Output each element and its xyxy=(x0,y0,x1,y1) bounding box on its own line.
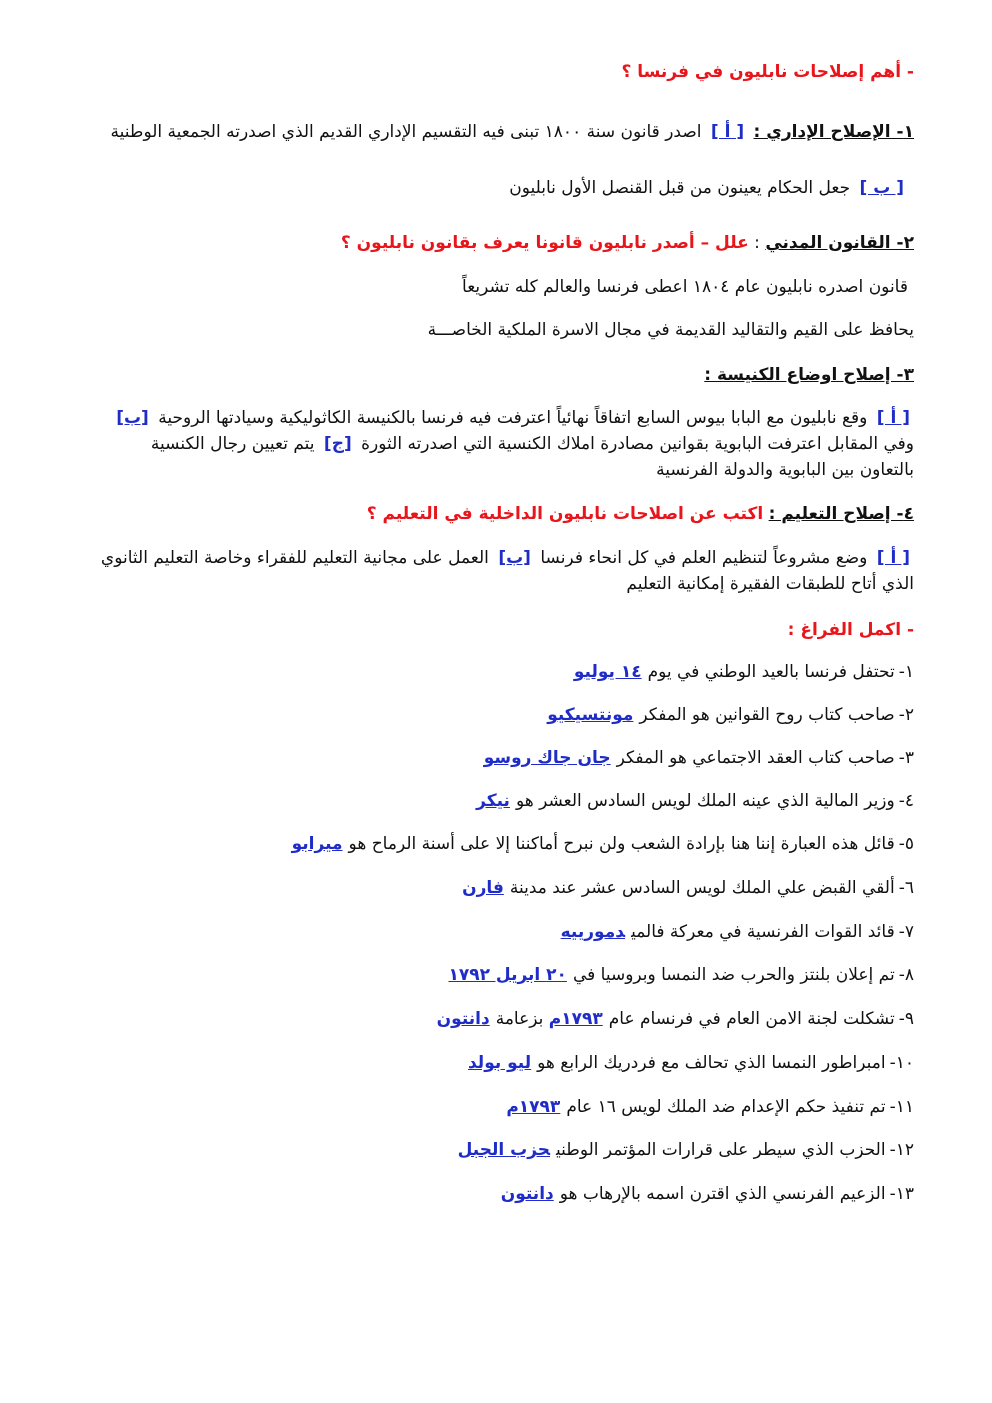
section-2-line-2: يحافظ على القيم والتقاليد القديمة في مجال الاسرة الملكية الخاصـــة xyxy=(427,320,914,340)
fill-item xyxy=(70,1051,914,1075)
fill-item-answer: دانتون xyxy=(500,1184,554,1204)
fill-item xyxy=(70,920,914,944)
section-2-heading: ٢- القانون المدني xyxy=(765,233,914,253)
page-title: - أهم إصلاحات نابليون في فرنسا ؟ xyxy=(621,62,914,82)
section-1-line-b xyxy=(70,176,908,200)
fill-item xyxy=(70,703,914,727)
section-4-line-1 xyxy=(70,546,914,570)
fill-item-answer: دمورييه xyxy=(560,922,626,942)
section-1-tag-a: [ أ ] xyxy=(710,122,745,142)
section-3-tag-a: [ أ ] xyxy=(876,408,910,428)
section-1-text-b: جعل الحكام يعينون من قبل القنصل الأول نابليون xyxy=(509,178,851,198)
fill-item-number: ٦- xyxy=(898,878,914,898)
fill-item-answer: ١٧٩٣م xyxy=(548,1009,603,1029)
fill-item-answer-2: دانتون xyxy=(436,1009,490,1029)
fill-heading: - اكمل الفراغ : xyxy=(787,620,914,640)
fill-item xyxy=(70,1007,914,1031)
fill-item-answer: فارن xyxy=(462,878,504,898)
fill-item-text: وزير المالية الذي عينه الملك لويس السادس العشر هو xyxy=(515,791,895,811)
section-2-question: علل – أصدر نابليون قانونا يعرف بقانون نابليون ؟ xyxy=(340,233,749,253)
section-3-text-c: يتم تعيين رجال الكنسية xyxy=(150,434,315,454)
section-4-heading: ٤- إصلاح التعليم : xyxy=(768,504,914,524)
fill-item xyxy=(70,876,914,900)
fill-item xyxy=(70,660,914,684)
section-1-heading: ١- الإصلاح الإداري : xyxy=(753,122,914,142)
fill-item-text: الحزب الذي سيطر على قرارات المؤتمر الوطني xyxy=(556,1140,886,1160)
fill-item xyxy=(70,789,914,813)
section-2-colon: : xyxy=(754,233,760,253)
fill-item xyxy=(70,1182,914,1206)
fill-item-number: ٢- xyxy=(898,705,914,725)
fill-item-number: ١٢- xyxy=(889,1140,914,1160)
fill-item-text: الزعيم الفرنسي الذي اقترن اسمه بالإرهاب هو xyxy=(559,1184,886,1204)
fill-item-answer: ليو بولد xyxy=(467,1053,532,1073)
fill-item-number: ٤- xyxy=(898,791,914,811)
fill-item-answer: ١٤ يوليو xyxy=(573,662,642,682)
fill-item-text: تشكلت لجنة الامن العام في فرنسام عام xyxy=(608,1009,895,1029)
fill-item-answer: ٢٠ ابريل ١٧٩٢ xyxy=(448,965,567,985)
section-4-text-b: العمل على مجانية التعليم للفقراء وخاصة التعليم الثانوي xyxy=(100,548,489,568)
fill-item-number: ٩- xyxy=(898,1009,914,1029)
fill-item-text: صاحب كتاب روح القوانين هو المفكر xyxy=(639,705,895,725)
fill-item-answer: جان جاك روسو xyxy=(483,748,611,768)
fill-item-text: قائد القوات الفرنسية في معركة فالمي xyxy=(631,922,895,942)
fill-item xyxy=(70,1138,914,1162)
fill-item-number: ٣- xyxy=(898,748,914,768)
fill-item-answer: ١٧٩٣م xyxy=(506,1097,561,1117)
fill-item xyxy=(70,963,914,987)
fill-item-answer: نيكر xyxy=(476,791,510,811)
fill-item-number: ٧- xyxy=(898,922,914,942)
fill-item-text: قائل هذه العبارة إننا هنا بإرادة الشعب ولن نبرح أماكننا إلا على أسنة الرماح هو xyxy=(348,834,895,854)
section-3-text-a: وقع نابليون مع البابا بيوس السابع اتفاقاً نهائياً اعترفت فيه فرنسا بالكنيسة الكاثوليكية وسيادتها الروحية xyxy=(158,408,868,428)
fill-item-answer: ميرابو xyxy=(291,834,343,854)
fill-item xyxy=(70,1095,914,1119)
fill-item-text: صاحب كتاب العقد الاجتماعي هو المفكر xyxy=(616,748,895,768)
fill-item-text: تم تنفيذ حكم الإعدام ضد الملك لويس ١٦ عام xyxy=(566,1097,886,1117)
section-2-line-1: قانون اصدره نابليون عام ١٨٠٤ اعطى فرنسا والعالم كله تشريعاً xyxy=(462,277,908,297)
fill-item-answer: حزب الجبل xyxy=(457,1140,551,1160)
fill-item-number: ١١- xyxy=(889,1097,914,1117)
section-2-heading-line xyxy=(70,231,914,255)
section-4-tag-a: [ أ ] xyxy=(876,548,910,568)
fill-item-text-2: بزعامة xyxy=(495,1009,544,1029)
section-1-tag-b: [ ب ] xyxy=(859,178,904,198)
section-3-text-b: وفي المقابل اعترفت البابوية بقوانين مصادرة املاك الكنسية التي اصدرته الثورة xyxy=(361,434,914,454)
fill-item-text: تحتفل فرنسا بالعيد الوطني في يوم xyxy=(647,662,895,682)
section-3-tag-c: [ج] xyxy=(323,434,352,454)
fill-item-text: ألقي القبض علي الملك لويس السادس عشر عند مدينة xyxy=(509,878,895,898)
fill-item-number: ١- xyxy=(898,662,914,682)
fill-item-answer: مونتسيكيو xyxy=(547,705,634,725)
fill-item-text: تم إعلان بلنتز والحرب ضد النمسا وبروسيا في xyxy=(572,965,895,985)
section-3-tag-b: [ب] xyxy=(116,408,149,428)
section-4-tag-b: [ب] xyxy=(498,548,531,568)
fill-item xyxy=(70,832,914,856)
fill-item xyxy=(70,746,914,770)
section-4-text-a: وضع مشروعاً لتنظيم العلم في كل انحاء فرنسا xyxy=(540,548,868,568)
fill-item-number: ٨- xyxy=(898,965,914,985)
section-3-heading: ٣- إصلاح اوضاع الكنيسة : xyxy=(704,365,914,385)
fill-item-number: ١٠- xyxy=(889,1053,914,1073)
section-4-line-2: الذي أتاح للطبقات الفقيرة إمكانية التعليم xyxy=(626,574,914,594)
section-4-heading-line xyxy=(70,502,914,526)
section-4-question: اكتب عن اصلاحات نابليون الداخلية في التعليم ؟ xyxy=(366,504,764,524)
fill-item-number: ١٣- xyxy=(889,1184,914,1204)
section-1-text-a: اصدر قانون سنة ١٨٠٠ تبنى فيه التقسيم الإداري القديم الذي اصدرته الجمعية الوطنية xyxy=(110,122,702,142)
section-1-line-a xyxy=(70,120,914,144)
section-3-line-2 xyxy=(70,432,914,456)
section-3-heading-line xyxy=(70,363,914,387)
section-3-line-1 xyxy=(70,406,914,430)
fill-item-text: امبراطور النمسا الذي تحالف مع فردريك الرابع هو xyxy=(537,1053,886,1073)
section-3-line-3: بالتعاون بين البابوية والدولة الفرنسية xyxy=(656,460,914,480)
fill-item-number: ٥- xyxy=(898,834,914,854)
